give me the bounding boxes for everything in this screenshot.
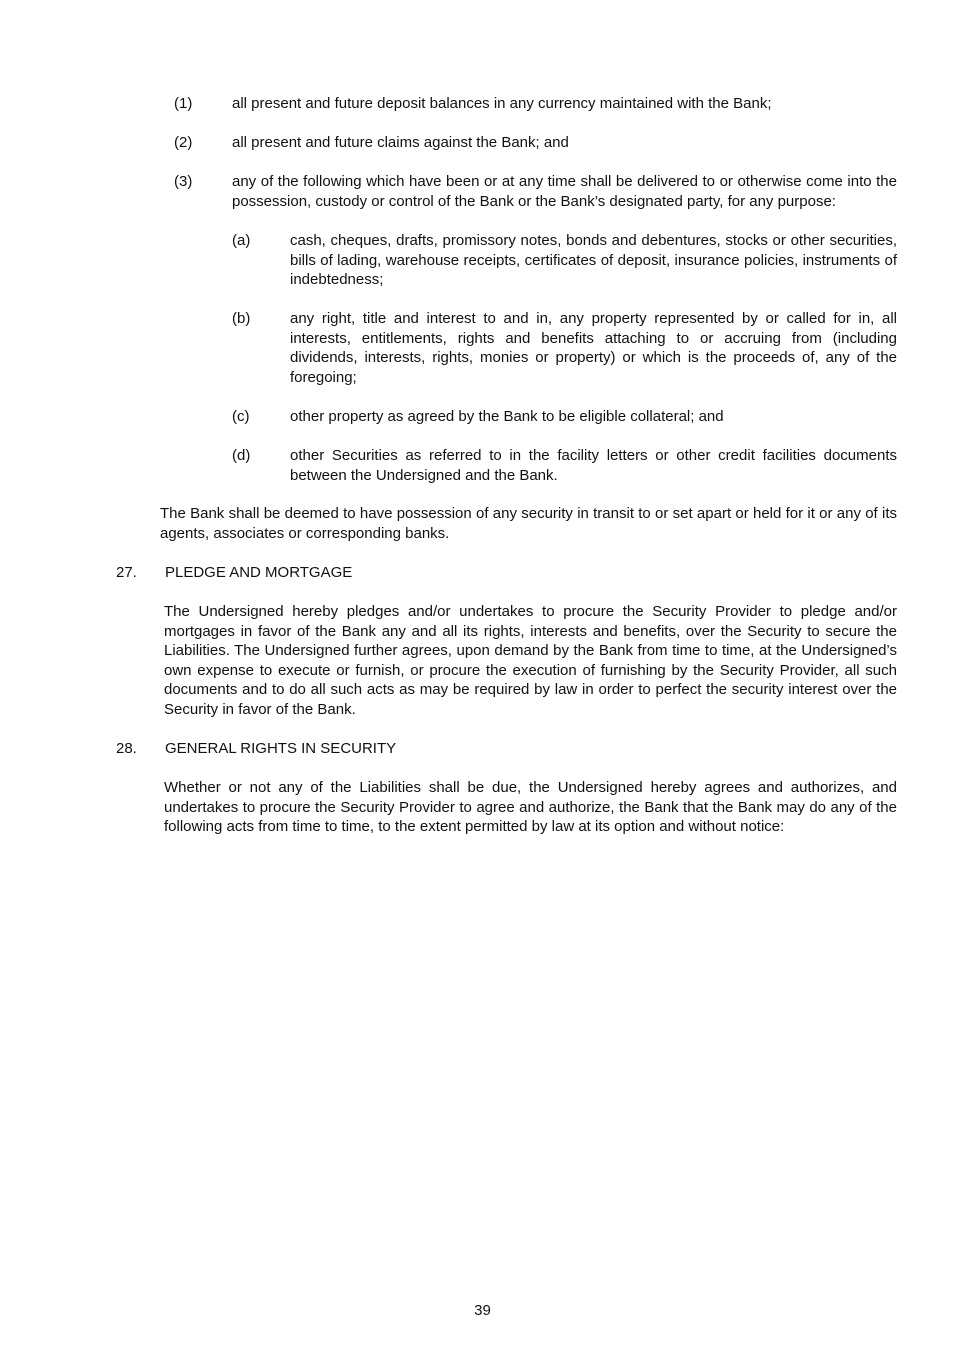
list-item-text: all present and future claims against the Bank; and [232,134,569,151]
list-item-label: (3) [174,173,193,190]
sub-list-item-text: any right, title and interest to and in, any property represented by or called for in, all interests, entitlements, rights and benefits attaching to or accruing from (including dividends, interests, rights, monies or property) or which is the proceeds of, any of the foregoing; [290,310,897,386]
sub-list-item-label: (a) [232,232,251,249]
sub-list-item-label: (d) [232,447,251,464]
section-title: GENERAL RIGHTS IN SECURITY [165,740,397,757]
sub-list-item-text: cash, cheques, drafts, promissory notes, bonds and debentures, stocks or other securities, bills of lading, warehouse receipts, certificates of deposit, insurance policies, instruments of indebtedness; [290,232,897,289]
sub-list-item-text: other Securities as referred to in the facility letters or other credit facilities documents between the Undersigned and the Bank. [290,447,897,484]
section-body: Whether or not any of the Liabilities shall be due, the Undersigned hereby agrees and authorizes, and undertakes to procure the Security Provider to agree and authorize, the Bank that the Bank may do any of the following acts from time to time, to the extent permitted by law at its option and without notice: [164,779,897,836]
possession-paragraph: The Bank shall be deemed to have possession of any security in transit to or set apart or held for it or any of its agents, associates or corresponding banks. [160,505,897,542]
sub-list-item-label: (c) [232,408,250,425]
sub-list-item-text: other property as agreed by the Bank to be eligible collateral; and [290,408,724,425]
section-body: The Undersigned hereby pledges and/or undertakes to procure the Security Provider to pledge and/or mortgages in favor of the Bank any and all its rights, interests and benefits, over the Security to secure the Liabilities. The Undersigned further agrees, upon demand by the Bank from time to time, at the Undersigned’s own expense to execute or furnish, or procure the execution of furnishing by the Security Provider, all such documents and to do all such acts as may be required by law in order to perfect the security interest over the Security in favor of the Bank. [164,603,897,718]
sub-list-item-label: (b) [232,310,251,327]
list-item-text: all present and future deposit balances in any currency maintained with the Bank; [232,95,772,112]
list-item-label: (2) [174,134,193,151]
list-item-text: any of the following which have been or at any time shall be delivered to or otherwise come into the possession, custody or control of the Bank or the Bank’s designated party, for any purpose: [232,173,897,210]
section-title: PLEDGE AND MORTGAGE [165,564,353,581]
section-number: 28. [116,740,137,757]
list-item-label: (1) [174,95,193,112]
page-number: 39 [474,1302,491,1319]
section-number: 27. [116,564,137,581]
